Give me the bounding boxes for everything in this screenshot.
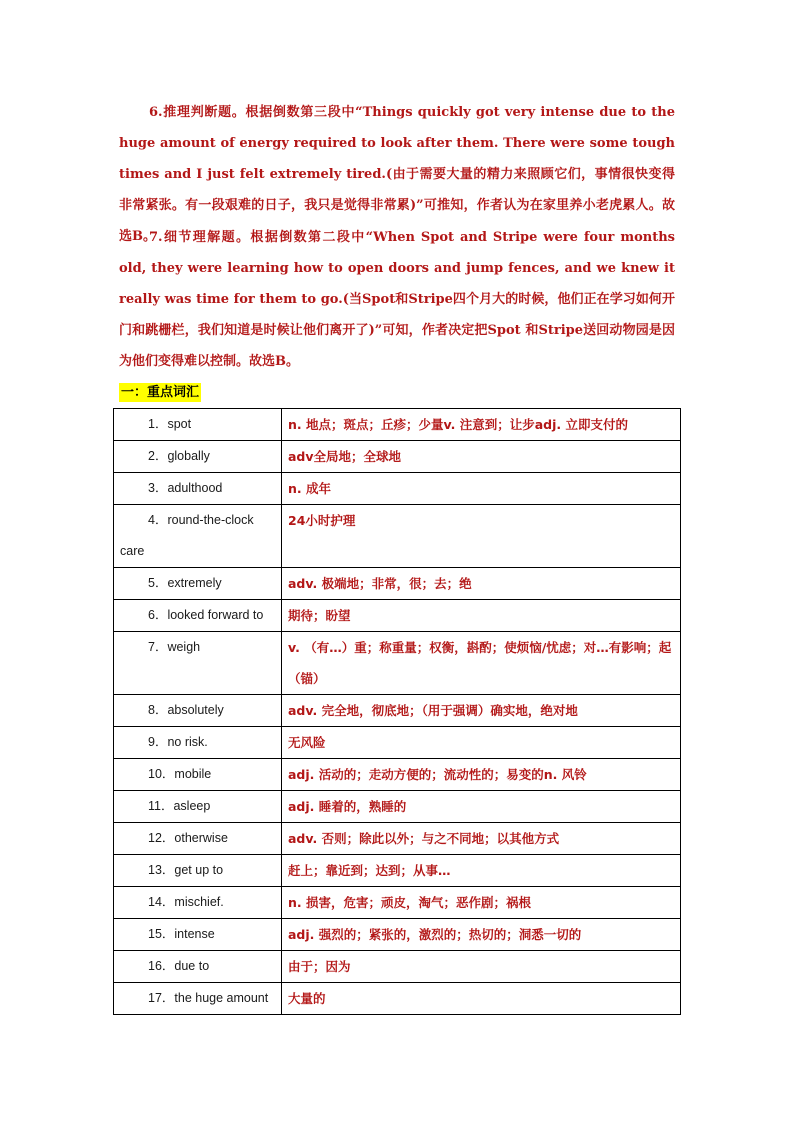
- vocab-word: 8．absolutely: [114, 695, 282, 727]
- vocab-meaning: adv. 极端地；非常，很；去；绝: [282, 568, 681, 600]
- vocab-meaning: 无风险: [282, 727, 681, 759]
- vocab-word: 16．due to: [114, 951, 282, 983]
- table-row: [114, 759, 681, 791]
- vocab-meaning: v. （有…）重；称重量；权衡，斟酌；使烦恼/忧虑；对…有影响；起（锚）: [282, 632, 681, 695]
- vocab-word: 5．extremely: [114, 568, 282, 600]
- vocab-word: 14．mischief.: [114, 887, 282, 919]
- vocab-word: 15．intense: [114, 919, 282, 951]
- table-row: [114, 409, 681, 441]
- table-row: [114, 791, 681, 823]
- vocab-word: 13．get up to: [114, 855, 282, 887]
- vocab-meaning: adv. 完全地，彻底地；（用于强调）确实地，绝对地: [282, 695, 681, 727]
- vocab-word: 7．weigh: [114, 632, 282, 695]
- vocabulary-table: [113, 408, 681, 1015]
- vocab-word: 11．asleep: [114, 791, 282, 823]
- section-title-key-vocabulary: 一：重点词汇: [121, 385, 200, 400]
- vocab-meaning: n. 地点；斑点；丘疹；少量v. 注意到；让步adj. 立即支付的: [282, 409, 681, 441]
- table-row: [114, 473, 681, 505]
- table-row: [114, 600, 681, 632]
- vocab-word: 3．adulthood: [114, 473, 282, 505]
- vocab-meaning: 期待；盼望: [282, 600, 681, 632]
- table-row: [114, 887, 681, 919]
- vocab-meaning: adj. 活动的；走动方便的；流动性的；易变的n. 风铃: [282, 759, 681, 791]
- answer-explanation-6: 6.推理判断题。根据倒数第三段中“Things quickly got very intense due to the huge amount of energy required to look after them. There were some tough times and I just felt extremely tired.(由于需要大量的精力来照顾它们，事情很快变得非常紧张。有一段艰难的日子，我只是觉得非常累)”可推知，作者认为在家里养小老虎累人。故选B。: [119, 105, 675, 244]
- vocab-meaning: adj. 强烈的；紧张的，激烈的；热切的；洞悉一切的: [282, 919, 681, 951]
- table-row: [114, 632, 681, 695]
- table-row: [114, 568, 681, 600]
- vocab-meaning: adj. 睡着的，熟睡的: [282, 791, 681, 823]
- table-row: [114, 727, 681, 759]
- table-row: [114, 919, 681, 951]
- table-row: [114, 983, 681, 1015]
- vocab-meaning: 由于；因为: [282, 951, 681, 983]
- vocab-word: 12．otherwise: [114, 823, 282, 855]
- vocab-word: 10．mobile: [114, 759, 282, 791]
- vocab-meaning: n. 损害，危害；顽皮，淘气；恶作剧；祸根: [282, 887, 681, 919]
- vocab-meaning: adv全局地；全球地: [282, 441, 681, 473]
- vocab-word: 1．spot: [114, 409, 282, 441]
- vocab-meaning: n. 成年: [282, 473, 681, 505]
- table-row: [114, 505, 681, 568]
- vocab-word: 17．the huge amount: [114, 983, 282, 1015]
- vocab-word: 2．globally: [114, 441, 282, 473]
- vocab-word: 6．looked forward to: [114, 600, 282, 632]
- vocab-word: 4．round-the-clock care: [114, 505, 282, 568]
- vocab-meaning: 赶上；靠近到；达到；从事…: [282, 855, 681, 887]
- answer-explanation-7: 7.细节理解题。根据倒数第二段中“When Spot and Stripe were four months old, they were learning how to open doors and jump fences, and we knew it really was time for them to go.(当Spot和Stripe四个月大的时候，他们正在学习如何开门和跳栅栏，我们知道是时候让他们离开了)”可知，作者决定把Spot 和Stripe送回动物园是因为他们变得难以控制。故选B。: [119, 230, 675, 369]
- table-row: [114, 695, 681, 727]
- vocab-meaning: 24小时护理: [282, 505, 681, 568]
- table-row: [114, 855, 681, 887]
- vocab-meaning: 大量的: [282, 983, 681, 1015]
- vocab-word: 9．no risk.: [114, 727, 282, 759]
- vocab-meaning: adv. 否则；除此以外；与之不同地；以其他方式: [282, 823, 681, 855]
- table-row: [114, 823, 681, 855]
- table-row: [114, 951, 681, 983]
- table-row: [114, 441, 681, 473]
